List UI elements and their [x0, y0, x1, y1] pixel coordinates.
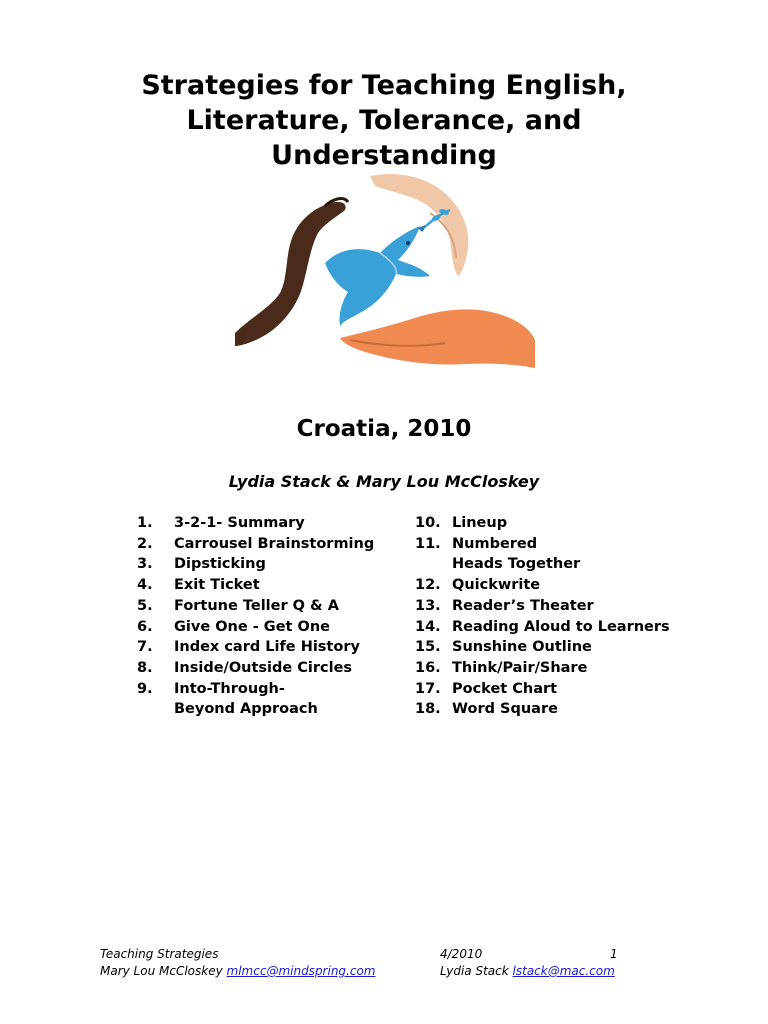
list-item [415, 699, 675, 720]
title-line-3: Understanding [271, 140, 497, 171]
item-label: Reading Aloud to Learners [452, 618, 670, 635]
footer-author-left [100, 963, 376, 980]
item-label: Think/Pair/Share [452, 659, 588, 676]
dove-icon [325, 208, 450, 326]
list-item [415, 513, 675, 534]
item-number: 3. [137, 556, 153, 573]
item-number: 18. [415, 701, 441, 718]
author-email-link[interactable]: mlmcc@mindspring.com [226, 964, 376, 978]
item-label: Lineup [452, 515, 508, 531]
list-item [415, 637, 675, 658]
list-item [415, 658, 675, 679]
list-item [415, 679, 675, 700]
item-label: Give One - Get One [174, 618, 331, 635]
item-number: 10. [415, 515, 441, 531]
hands-and-dove-illustration [230, 168, 540, 373]
item-label: Index card Life History [174, 639, 360, 656]
item-label: Pocket Chart [452, 680, 558, 697]
list-item [415, 596, 675, 617]
item-number: 1. [137, 515, 153, 531]
item-number: 14. [415, 618, 441, 635]
orange-hand-icon [340, 309, 535, 368]
item-label: Word Square [452, 701, 558, 718]
list-item [137, 679, 397, 720]
page-footer [100, 946, 620, 980]
item-label: Quickwrite [452, 577, 541, 594]
item-number: 7. [137, 639, 153, 656]
item-number: 13. [415, 597, 441, 614]
item-label: Fortune Teller Q & A [174, 597, 339, 614]
item-number: 16. [415, 659, 441, 676]
document-title [0, 68, 768, 173]
page-number: 1 [610, 947, 618, 961]
list-item [137, 554, 397, 575]
item-label: Into-Through-Beyond Approach [174, 680, 318, 718]
author-email-link[interactable]: lstack@mac.com [512, 964, 615, 978]
item-number: 15. [415, 639, 441, 656]
author-name: Lydia Stack [440, 964, 509, 978]
item-number: 8. [137, 659, 153, 676]
author-name: Mary Lou McCloskey [100, 964, 223, 978]
list-item [137, 534, 397, 555]
list-item [137, 596, 397, 617]
title-line-2: Literature, Tolerance, and [186, 105, 582, 136]
footer-date: 4/2010 [440, 947, 483, 961]
strategy-list-left [137, 513, 397, 720]
item-label: Dipsticking [174, 556, 266, 573]
strategy-list-right [415, 513, 675, 720]
item-label: Exit Ticket [174, 577, 260, 594]
item-number: 9. [137, 680, 153, 697]
item-number: 4. [137, 577, 153, 594]
list-item [137, 637, 397, 658]
item-label: Sunshine Outline [452, 639, 592, 656]
item-label: Reader’s Theater [452, 597, 594, 614]
item-number: 11. [415, 535, 441, 552]
item-label: 3-2-1- Summary [174, 515, 305, 531]
item-number: 6. [137, 618, 153, 635]
title-line-1: Strategies for Teaching English, [141, 70, 627, 101]
list-item [137, 513, 397, 534]
item-number: 2. [137, 535, 153, 552]
item-label: Carrousel Brainstorming [174, 535, 375, 552]
list-item [137, 575, 397, 596]
item-label: Numbered Heads Together [452, 535, 581, 573]
item-label: Inside/Outside Circles [174, 659, 353, 676]
list-item [137, 617, 397, 638]
item-number: 17. [415, 680, 441, 697]
footer-title: Teaching Strategies [100, 947, 219, 961]
authors-line: Lydia Stack & Mary Lou McCloskey [228, 472, 540, 491]
dark-hand-icon [235, 202, 346, 346]
item-number: 12. [415, 577, 441, 594]
item-number: 5. [137, 597, 153, 614]
list-item [415, 534, 675, 575]
list-item [137, 658, 397, 679]
list-item [415, 575, 675, 596]
list-item [415, 617, 675, 638]
footer-author-right [440, 963, 615, 980]
location-year: Croatia, 2010 [296, 416, 472, 442]
